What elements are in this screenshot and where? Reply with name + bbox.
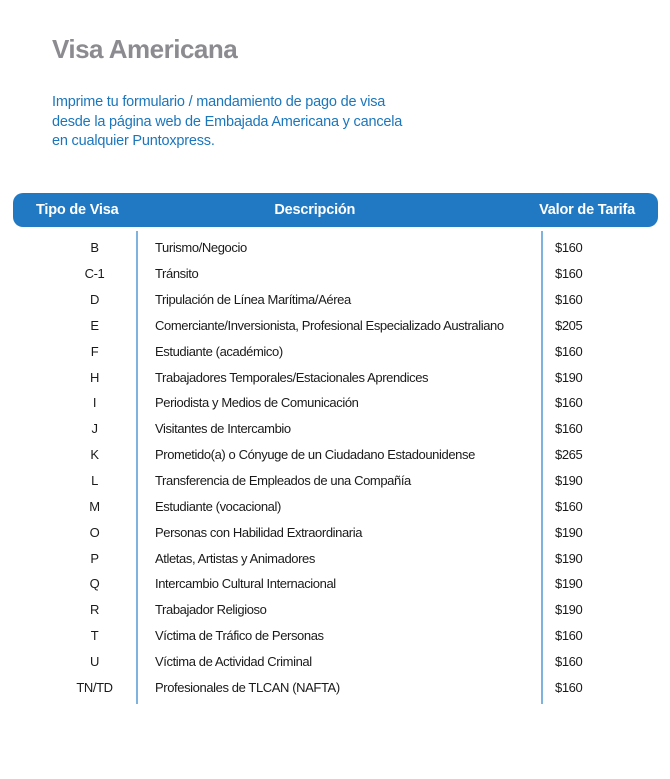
description-cell: Personas con Habilidad Extraordinaria bbox=[155, 524, 363, 540]
fee-cell: $160 bbox=[555, 421, 583, 437]
fee-cell: $205 bbox=[555, 317, 583, 333]
table-row bbox=[13, 364, 658, 390]
description-cell: Trabajador Religioso bbox=[155, 602, 267, 618]
table-row bbox=[13, 649, 658, 675]
fee-cell: $190 bbox=[555, 602, 583, 618]
description-cell: Víctima de Tráfico de Personas bbox=[155, 628, 324, 644]
table-row bbox=[13, 442, 658, 468]
visa-type-cell: H bbox=[90, 369, 99, 385]
fee-cell: $160 bbox=[555, 266, 583, 282]
table-row bbox=[13, 545, 658, 571]
intro-line-1: Imprime tu formulario / mandamiento de pago de visa bbox=[52, 94, 386, 110]
description-cell: Tripulación de Línea Marítima/Aérea bbox=[155, 292, 351, 308]
description-cell: Tránsito bbox=[155, 266, 199, 282]
visa-type-cell: U bbox=[90, 653, 99, 669]
visa-fee-table bbox=[13, 193, 658, 704]
description-cell: Visitantes de Intercambio bbox=[155, 421, 291, 437]
table-row bbox=[13, 390, 658, 416]
fee-cell: $160 bbox=[555, 240, 583, 256]
visa-type-cell: I bbox=[92, 395, 97, 411]
table-row bbox=[13, 623, 658, 649]
page-title: Visa Americana bbox=[52, 34, 238, 64]
description-cell: Víctima de Actividad Criminal bbox=[155, 653, 312, 669]
fee-cell: $190 bbox=[555, 473, 583, 489]
fee-cell: $190 bbox=[555, 576, 583, 592]
table-body bbox=[13, 231, 658, 704]
description-cell: Comerciante/Inversionista, Profesional Especializado Australiano bbox=[155, 317, 504, 333]
fee-cell: $190 bbox=[555, 524, 583, 540]
table-row bbox=[13, 597, 658, 623]
visa-type-cell: M bbox=[89, 498, 100, 514]
description-cell: Prometido(a) o Cónyuge de un Ciudadano Estadounidense bbox=[155, 447, 475, 463]
header-tipo-de-visa: Tipo de Visa bbox=[36, 202, 119, 218]
fee-cell: $160 bbox=[555, 679, 583, 695]
table-row bbox=[13, 416, 658, 442]
table-row bbox=[13, 313, 658, 339]
visa-type-cell: D bbox=[90, 292, 99, 308]
table-row bbox=[13, 519, 658, 545]
table-row bbox=[13, 674, 658, 700]
table-row bbox=[13, 261, 658, 287]
fee-cell: $160 bbox=[555, 395, 583, 411]
table-row bbox=[13, 235, 658, 261]
fee-cell: $160 bbox=[555, 292, 583, 308]
intro-line-3: en cualquier Puntoxpress. bbox=[52, 133, 215, 149]
table-row bbox=[13, 338, 658, 364]
fee-cell: $160 bbox=[555, 498, 583, 514]
description-cell: Estudiante (académico) bbox=[155, 343, 283, 359]
visa-type-cell: R bbox=[90, 602, 99, 618]
table-row bbox=[13, 571, 658, 597]
description-cell: Trabajadores Temporales/Estacionales Aprendices bbox=[155, 369, 429, 385]
description-cell: Intercambio Cultural Internacional bbox=[155, 576, 336, 592]
fee-cell: $190 bbox=[555, 550, 583, 566]
description-cell: Atletas, Artistas y Animadores bbox=[155, 550, 315, 566]
table-header-bar bbox=[13, 193, 658, 227]
header-descripcion: Descripción bbox=[274, 202, 356, 218]
visa-type-cell: B bbox=[90, 240, 99, 256]
visa-type-cell: P bbox=[90, 550, 99, 566]
column-divider-right bbox=[541, 231, 543, 704]
fee-cell: $160 bbox=[555, 653, 583, 669]
header-valor-de-tarifa: Valor de Tarifa bbox=[539, 202, 635, 218]
description-cell: Turismo/Negocio bbox=[155, 240, 247, 256]
column-divider-left bbox=[136, 231, 138, 704]
description-cell: Profesionales de TLCAN (NAFTA) bbox=[155, 679, 340, 695]
fee-cell: $265 bbox=[555, 447, 583, 463]
intro-line-2: desde la página web de Embajada Americana y cancela bbox=[52, 113, 403, 130]
description-cell: Transferencia de Empleados de una Compañía bbox=[155, 473, 411, 489]
visa-type-cell: L bbox=[91, 473, 98, 489]
intro-text bbox=[52, 93, 402, 152]
visa-type-cell: J bbox=[91, 421, 98, 437]
visa-type-cell: TN/TD bbox=[76, 679, 113, 695]
visa-type-cell: C-1 bbox=[84, 266, 105, 282]
table-row bbox=[13, 287, 658, 313]
table-row bbox=[13, 493, 658, 519]
visa-type-cell: T bbox=[90, 628, 99, 644]
visa-type-cell: K bbox=[90, 447, 99, 463]
visa-type-cell: O bbox=[89, 524, 100, 540]
description-cell: Periodista y Medios de Comunicación bbox=[155, 395, 359, 411]
visa-type-cell: F bbox=[90, 343, 99, 359]
fee-cell: $160 bbox=[555, 628, 583, 644]
description-cell: Estudiante (vocacional) bbox=[155, 498, 281, 514]
fee-cell: $160 bbox=[555, 343, 583, 359]
table-row bbox=[13, 468, 658, 494]
visa-type-cell: E bbox=[90, 317, 99, 333]
visa-type-cell: Q bbox=[89, 576, 100, 592]
fee-cell: $190 bbox=[555, 369, 583, 385]
